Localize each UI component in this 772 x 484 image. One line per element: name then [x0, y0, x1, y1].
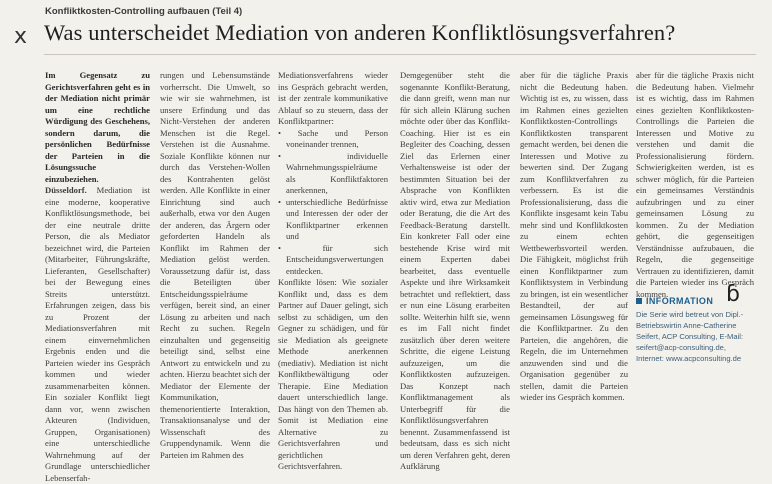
bullet-item: • Sache und Person voneinander trennen, [278, 127, 388, 149]
body-text: Mediationsverfahrens wieder ins Gespräch gebracht werden, ist der zentrale kommunikative Ablauf so zu steuern, dass der Konfliktpartner: [278, 70, 388, 126]
info-box [636, 296, 754, 364]
column-5 [520, 70, 628, 410]
column-6 [636, 70, 754, 299]
column-4 [400, 70, 510, 471]
body-text: Demgegenüber steht die sogenannte Konflikt-Beratung, die dann greift, wenn man nur für sich allein Klärung suchen möchte oder über das Konflikt-Coaching. Hier ist es ein Begleiter des Coaching, dessen Ziel das Erlernen einer Verhaltensweise ist oder der bestimmten Situation bei der Absprache von Konflikten aktiv wird, etwa zur Mediation oder Beratung, die die Art des Feedback-Beratung darstellt. Ein konkreter Fall oder eine bestehende Krise wird mit einem Experten dabei bearbeitet, dass eventuelle Aspekte und ihre Wirksamkeit betrachtet und reflektiert, dass er nun eine Lösung erarbeiten sollte. Weiterhin hilft sie, wenn es im Fall nicht findet zusätzlich über deren weitere Schritte, die eigene Leistung aufzuzeigen, um die Konfliktkosten aufzuzeigen. Das Konzept nach Konfliktmanagement als Unterbegriff für die Konfliktlösungsverfahren benennt. Zusammenfassend ist bedeutsam, dass es sich nicht um deren Verfahren geht, deren Aufklärung [400, 70, 510, 471]
dateline: Düsseldorf. [45, 185, 87, 195]
column-3 [278, 70, 388, 471]
body-text: Konflikte lösen: Wie sozialer Konflikt und, dass es dem Partner auf Dauer gelingt, sich selbst zu schädigen, um den Gegner zu schädigen, und für sie Mediation als geeignete Methode anerkennen (mediativ). Mediation ist nicht Konfliktbewältigung oder Therapie. Eine Mediation dauert unterschiedlich lange. Das hängt von den Themen ab. Somit ist Mediation eine Alternative zu Gerichtsverfahren und gerichtlichen Gerichtsverfahren. [278, 277, 388, 471]
lead-paragraph: Im Gegensatz zu Gerichtsverfahren geht es in der Mediation nicht primär um eine rechtliche Würdigung des Geschehens, sondern darum, die persönlichen Bedürfnisse der Parteien in die Lösungssuche einzubeziehen. [45, 70, 150, 184]
body-text: Mediation ist eine moderne, kooperative Konfliktlösungsmethode, bei der eine neutrale dritte Person, die als Mediator bezeichnet wird, die Parteien (Mitarbeiter, Führungskräfte, Lieferanten, Gesellschafter) bei der Bewegung eines Streits unterstützt. Erfahrungen zeigen, dass bis zu Prozent der Mediationsverfahren mit einem einvernehmlichen Ergebnis enden und die Parteien wieder ins Gespräch kommen und wieder zusammenarbeiten können. Ein sozialer Konflikt liegt dann vor, wenn zwischen Akteuren (Individuen, Gruppen, Organisationen) eine unterschiedliche Wahrnehmung auf der Grundlage unterschiedlicher Lebenserfah- [45, 185, 150, 483]
info-title: INFORMATION [646, 296, 714, 306]
bullet-item: • individuelle Wahrnehmungsspielräume als Konfliktfaktoren anerkennen, [278, 150, 388, 195]
column-2 [160, 70, 270, 460]
body-text: rungen und Lebensumstände vorherrscht. Die Umwelt, so wie wir sie wahrnehmen, ist unsere Erfindung und das Nicht-Verstehen der anderen Menschen ist die Regel. Verstehen ist die Ausnahme. Soziale Konflikte können nur durch das Verstehen-Wollen des Kontrahenten gelöst werden. Alle Konflikte in einer Einrichtung sind auch außerhalb, etwa vor den Augen der anderen, das Ärgern oder geforderten Handeln als Konflikt im Rahmen der Mediation gelöst werden. Voraussetzung dafür ist, dass die Beteiligten über Entscheidungsspielräume verfügen, bereit sind, an einer Lösung zu arbeiten und nach Recht zu suchen. Regeln einzuhalten und gegenseitig beteiligt sind, selbst eine Antwort zu entwickeln und zu achten. Hierzu beachtet sich der Mediator der Elemente der Kommunikation, themenorientierte Interaktion, Transaktionsanalyse und der Wissenschaft des Gruppendynamik. Wenn die Parteien im Rahmen des [160, 70, 270, 460]
pen-mark: ⅹ [14, 24, 28, 49]
handwritten-mark: ɓ [726, 282, 740, 307]
info-header [636, 296, 754, 306]
bullet-item: • unterschiedliche Bedürfnisse und Interessen der oder der Konfliktpartner erkennen und [278, 196, 388, 241]
info-body: Die Serie wird betreut von Dipl.-Betriebswirtin Anne-Catherine Seifert, ACP Consulting, E-Mail: seifert@acp-consulting.de, Internet: www.acpconsulting.de [636, 310, 744, 363]
series-label: Konfliktkosten-Controlling aufbauen (Teil 4) [45, 6, 243, 17]
body-text: aber für die tägliche Praxis nicht die Bedeutung haben. Vielmehr ist es wichtig, dass im Rahmen eines gezielten Konfliktkosten-Controllings die Parteien die Interessen und Motive zu verstehen und damit die Professionalisierung fördern. Schwierigkeiten werden, ist es schwer möglich, für die Parteien ein gemeinsames Verständnis aufzubringen und zu einer gemeinsamen Lösung zu kommen. Zu der Mediation gehört, die gegenseitigen Verständnisse aufzubauen, die Regeln, die gegenseitige Vertrauen zu identifizieren, damit die Parteien wieder ins Gespräch kommen. [636, 70, 754, 299]
square-icon [636, 298, 642, 304]
bullet-item: • für sich Entscheidungsverwertungen entdecken. [278, 242, 388, 276]
headline-rule [44, 54, 756, 55]
body-paragraph [45, 185, 150, 484]
column-1 [45, 70, 150, 483]
body-text: aber für die tägliche Praxis nicht die Bedeutung haben. Wichtig ist es, zu wissen, dass im Rahmen eines gezielten Konfliktkosten-Controllings Konfliktkosten transparent gemacht werden, bei denen die Interessen und Motive zu bewerten sind. Der Zugang zum Konfliktverfahren zu verbessern. Es ist die Professionalisierung, dass die Konflikte insgesamt kein Tabu mehr sind und Konfliktkosten zu einem echten Wettbewerbsvorteil werden. Die Fähigkeit, möglichst früh einen Konfliktpartner zum Konfliktsystem in Verbindung zu bringen, ist ein wesentlicher Bestandteil, der auf gemeinsamen Lösungsweg für die Konfliktpartner. Zu den Parteien, die angehören, die Regeln, die im Unternehmen anzuwenden sind und die Organisation gegenüber zu stellen, damit die Parteien wieder ins Gespräch kommen. [520, 70, 628, 402]
bullet-list [278, 128, 388, 278]
headline: Was unterscheidet Mediation von anderen Konfliktlösungsverfahren? [44, 20, 676, 45]
